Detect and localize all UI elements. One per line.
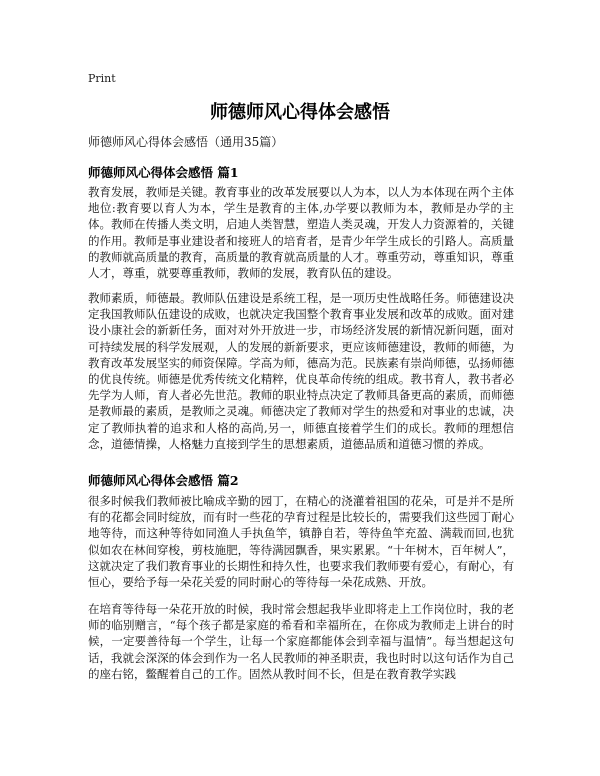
section-heading-1: 师德师风心得体会感悟 篇1	[88, 165, 239, 180]
section-1-paragraph-2: 教师素质，师德最。教师队伍建设是系统工程，是一项历史性战略任务。师德建设决定我国教师队伍建设的成败，也就决定我国整个教育事业发展和改革的成败。面对建设小康社会的新新任务，面对对外开放进一步，市场经济发展的新情况新问题，面对可持续发展的科学发展观，人的发展的新新要求，更应该师德建设，教师的师德，为教育改革发展坚实的师资保障。学高为师，德高为范。民族素有崇尚师德，弘扬师德的优良传统。师德是优秀传统文化精粹，优良革命传统的组成。教书育人，教书者必先学为人师，育人者必先世范。教师的职业特点决定了教师具备更高的素质，而师德是教师最的素质，是教师之灵魂。师德决定了教师对学生的热爱和对事业的忠诚，决定了教师执着的追求和人格的高尚,另一，师德直接着学生们的成长。教师的理想信念，道德情操，人格魅力直接到学生的思想素质，道德品质和道德习惯的养成。	[88, 291, 514, 451]
section-heading-2: 师德师风心得体会感悟 篇2	[88, 473, 239, 488]
section-2-paragraph-1: 很多时候我们教师被比喻成辛勤的园丁，在精心的浇灌着祖国的花朵，可是并不是所有的花都会同时绽放，而有时一些花的孕育过程是比较长的，需要我们这些园丁耐心地等待，而这种等待如同渔人手执鱼竿，镇静自若，等待鱼竿充盈、满载而回,也犹似如农在林间穿梭，剪枝施肥，等待满园飘香，果实累累。“十年树木，百年树人”，这就决定了我们教育事业的长期性和持久性，也要求我们教师要有爱心，有耐心，有恒心，要给予每一朵花关爱的同时耐心的等待每一朵花成熟、开放。	[88, 494, 514, 590]
section-2-paragraph-2: 在培育等待每一朵花开放的时候，我时常会想起我毕业即将走上工作岗位时，我的老师的临别赠言，“每个孩子都是家庭的希看和幸福所在，在你成为教师走上讲台的时候，一定要善待每一个学生，让每一个家庭都能体会到幸福与温情”。每当想起这句话，我就会深深的体会到作为一名人民教师的神圣职责，我也时时以这句话作为自己的座右铭，鳖醒着自己的工作。固然从教时间不长，但是在教育教学实践	[88, 602, 514, 681]
section-1-paragraph-1: 教育发展，教师是关键。教育事业的改革发展要以人为本，以人为本体现在两个主体地位:教育要以育人为本，学生是教育的主体,办学要以教师为本，教师是办学的主体。教师在传播人类文明，启迪人类智慧，塑造人类灵魂，开发人力资源着的，关键的作用。教师是事业建设者和接班人的培育者，是青少年学生成长的引路人。高质量的教师就高质量的教育，高质量的教育就高质量的人才。尊重劳动，尊重知识，尊重人才，尊重，就要尊重教师，教师的发展，教育队伍的建设。	[88, 185, 514, 281]
page-title: 师德师风心得体会感悟	[210, 102, 390, 123]
print-label: Print	[88, 72, 116, 85]
document-subtitle: 师德师风心得体会感悟（通用35篇）	[88, 135, 284, 149]
